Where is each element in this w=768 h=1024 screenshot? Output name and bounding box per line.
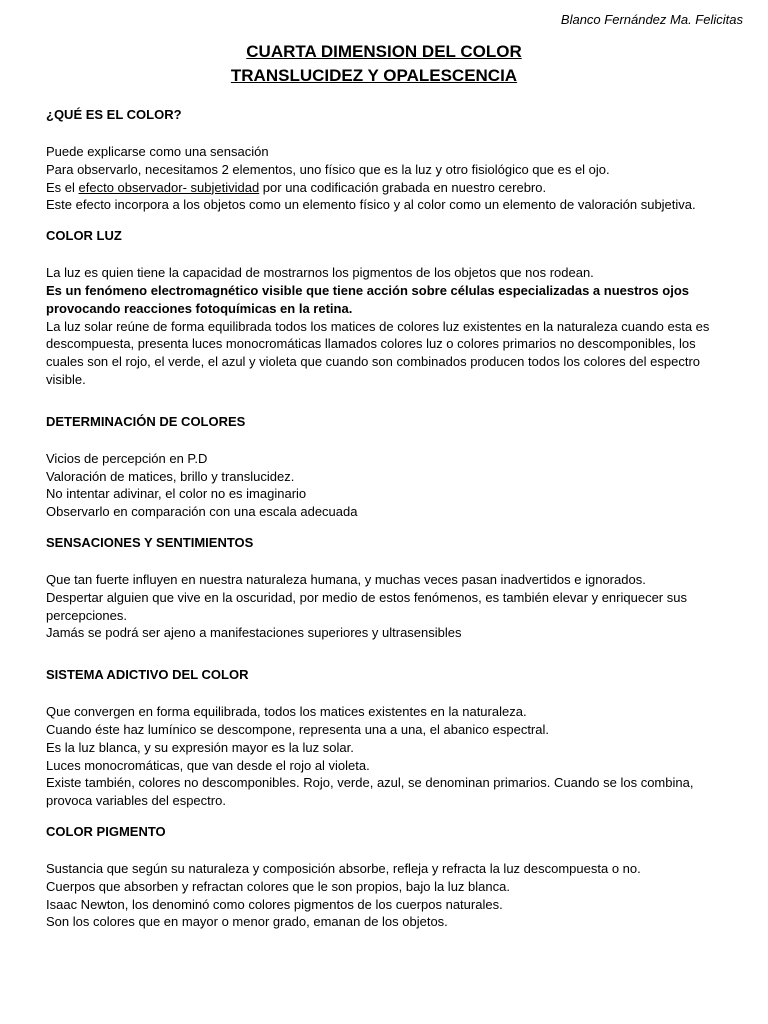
paragraph [46, 703, 726, 810]
section-color-luz [46, 227, 726, 389]
section-sistema-adictivo [46, 666, 726, 810]
text-line: Este efecto incorpora a los objetos como un elemento físico y al color como un elemento de valoración subjetiva. [46, 197, 696, 213]
section-heading: SISTEMA ADICTIVO DEL COLOR [46, 667, 249, 683]
text-line: Vicios de percepción en P.D [46, 450, 208, 466]
text-line: La luz es quien tiene la capacidad de mostrarnos los pigmentos de los objetos que nos rodean. [46, 265, 594, 281]
section-sensaciones [46, 534, 726, 642]
text-line: Existe también, colores no descomponibles. Rojo, verde, azul, se denominan primarios. Cuando se los combina, provoca variables del espectro. [46, 775, 694, 809]
text-line: No intentar adivinar, el color no es imaginario [46, 486, 307, 502]
bold-text: Es un fenómeno electromagnético visible que tiene acción sobre células especializadas a nuestros ojos provocando reacciones fotoquímicas en la retina. [46, 282, 689, 316]
document-subtitle: TRANSLUCIDEZ Y OPALESCENCIA [230, 66, 518, 85]
text-line-prefix: Es el [46, 179, 79, 195]
text-line: Cuerpos que absorben y refractan colores que le son propios, bajo la luz blanca. [46, 878, 510, 894]
text-line: Son los colores que en mayor o menor grado, emanan de los objetos. [46, 914, 448, 930]
text-line: La luz solar reúne de forma equilibrada todos los matices de colores luz existentes en la naturaleza cuando esta es descompuesta, presenta luces monocromáticas llamados colores luz o colores primarios no descomponibles, los cuales son el rojo, el verde, el azul y violeta que cuando son combinados producen todos los colores del espectro visible. [46, 318, 710, 387]
author-name: Blanco Fernández Ma. Felicitas [560, 12, 743, 27]
text-line: Sustancia que según su naturaleza y composición absorbe, refleja y refracta la luz descompuesta o no. [46, 860, 641, 876]
underlined-text: efecto observador- subjetividad [78, 179, 260, 195]
paragraph [46, 450, 726, 521]
text-line: Puede explicarse como una sensación [46, 144, 269, 159]
paragraph [46, 571, 726, 642]
text-line-suffix: por una codificación grabada en nuestro cerebro. [259, 179, 547, 195]
section-que-es-el-color [46, 106, 726, 214]
paragraph [46, 860, 726, 931]
text-line: Isaac Newton, los denominó como colores pigmentos de los cuerpos naturales. [46, 896, 503, 912]
section-heading: SENSACIONES Y SENTIMIENTOS [46, 534, 254, 550]
document-body [46, 106, 726, 931]
section-heading: ¿QUÉ ES EL COLOR? [46, 107, 182, 122]
text-line: Jamás se podrá ser ajeno a manifestaciones superiores y ultrasensibles [46, 625, 462, 641]
text-line: Despertar alguien que vive en la oscuridad, por medio de estos fenómenos, es también elevar y enriquecer sus percepciones. [46, 589, 687, 623]
text-line: Que convergen en forma equilibrada, todos los matices existentes en la naturaleza. [46, 704, 527, 720]
text-line: Cuando éste haz lumínico se descompone, representa una a una, el abanico espectral. [46, 721, 549, 737]
section-heading: COLOR PIGMENTO [46, 823, 166, 839]
section-determinacion [46, 413, 726, 521]
text-line: Valoración de matices, brillo y translucidez. [46, 468, 295, 484]
document-title: CUARTA DIMENSION DEL COLOR [246, 42, 522, 61]
section-heading: COLOR LUZ [46, 228, 122, 244]
paragraph [46, 264, 726, 389]
section-color-pigmento [46, 823, 726, 931]
paragraph [46, 143, 726, 214]
text-line: Observarlo en comparación con una escala adecuada [46, 504, 358, 520]
text-line: Que tan fuerte influyen en nuestra naturaleza humana, y muchas veces pasan inadvertidos e ignorados. [46, 571, 646, 587]
text-line: Es la luz blanca, y su expresión mayor es la luz solar. [46, 739, 354, 755]
text-line: Para observarlo, necesitamos 2 elementos, uno físico que es la luz y otro fisiológico que es el ojo. [46, 161, 610, 177]
section-heading: DETERMINACIÓN DE COLORES [46, 413, 246, 429]
text-line: Luces monocromáticas, que van desde el rojo al violeta. [46, 757, 370, 773]
